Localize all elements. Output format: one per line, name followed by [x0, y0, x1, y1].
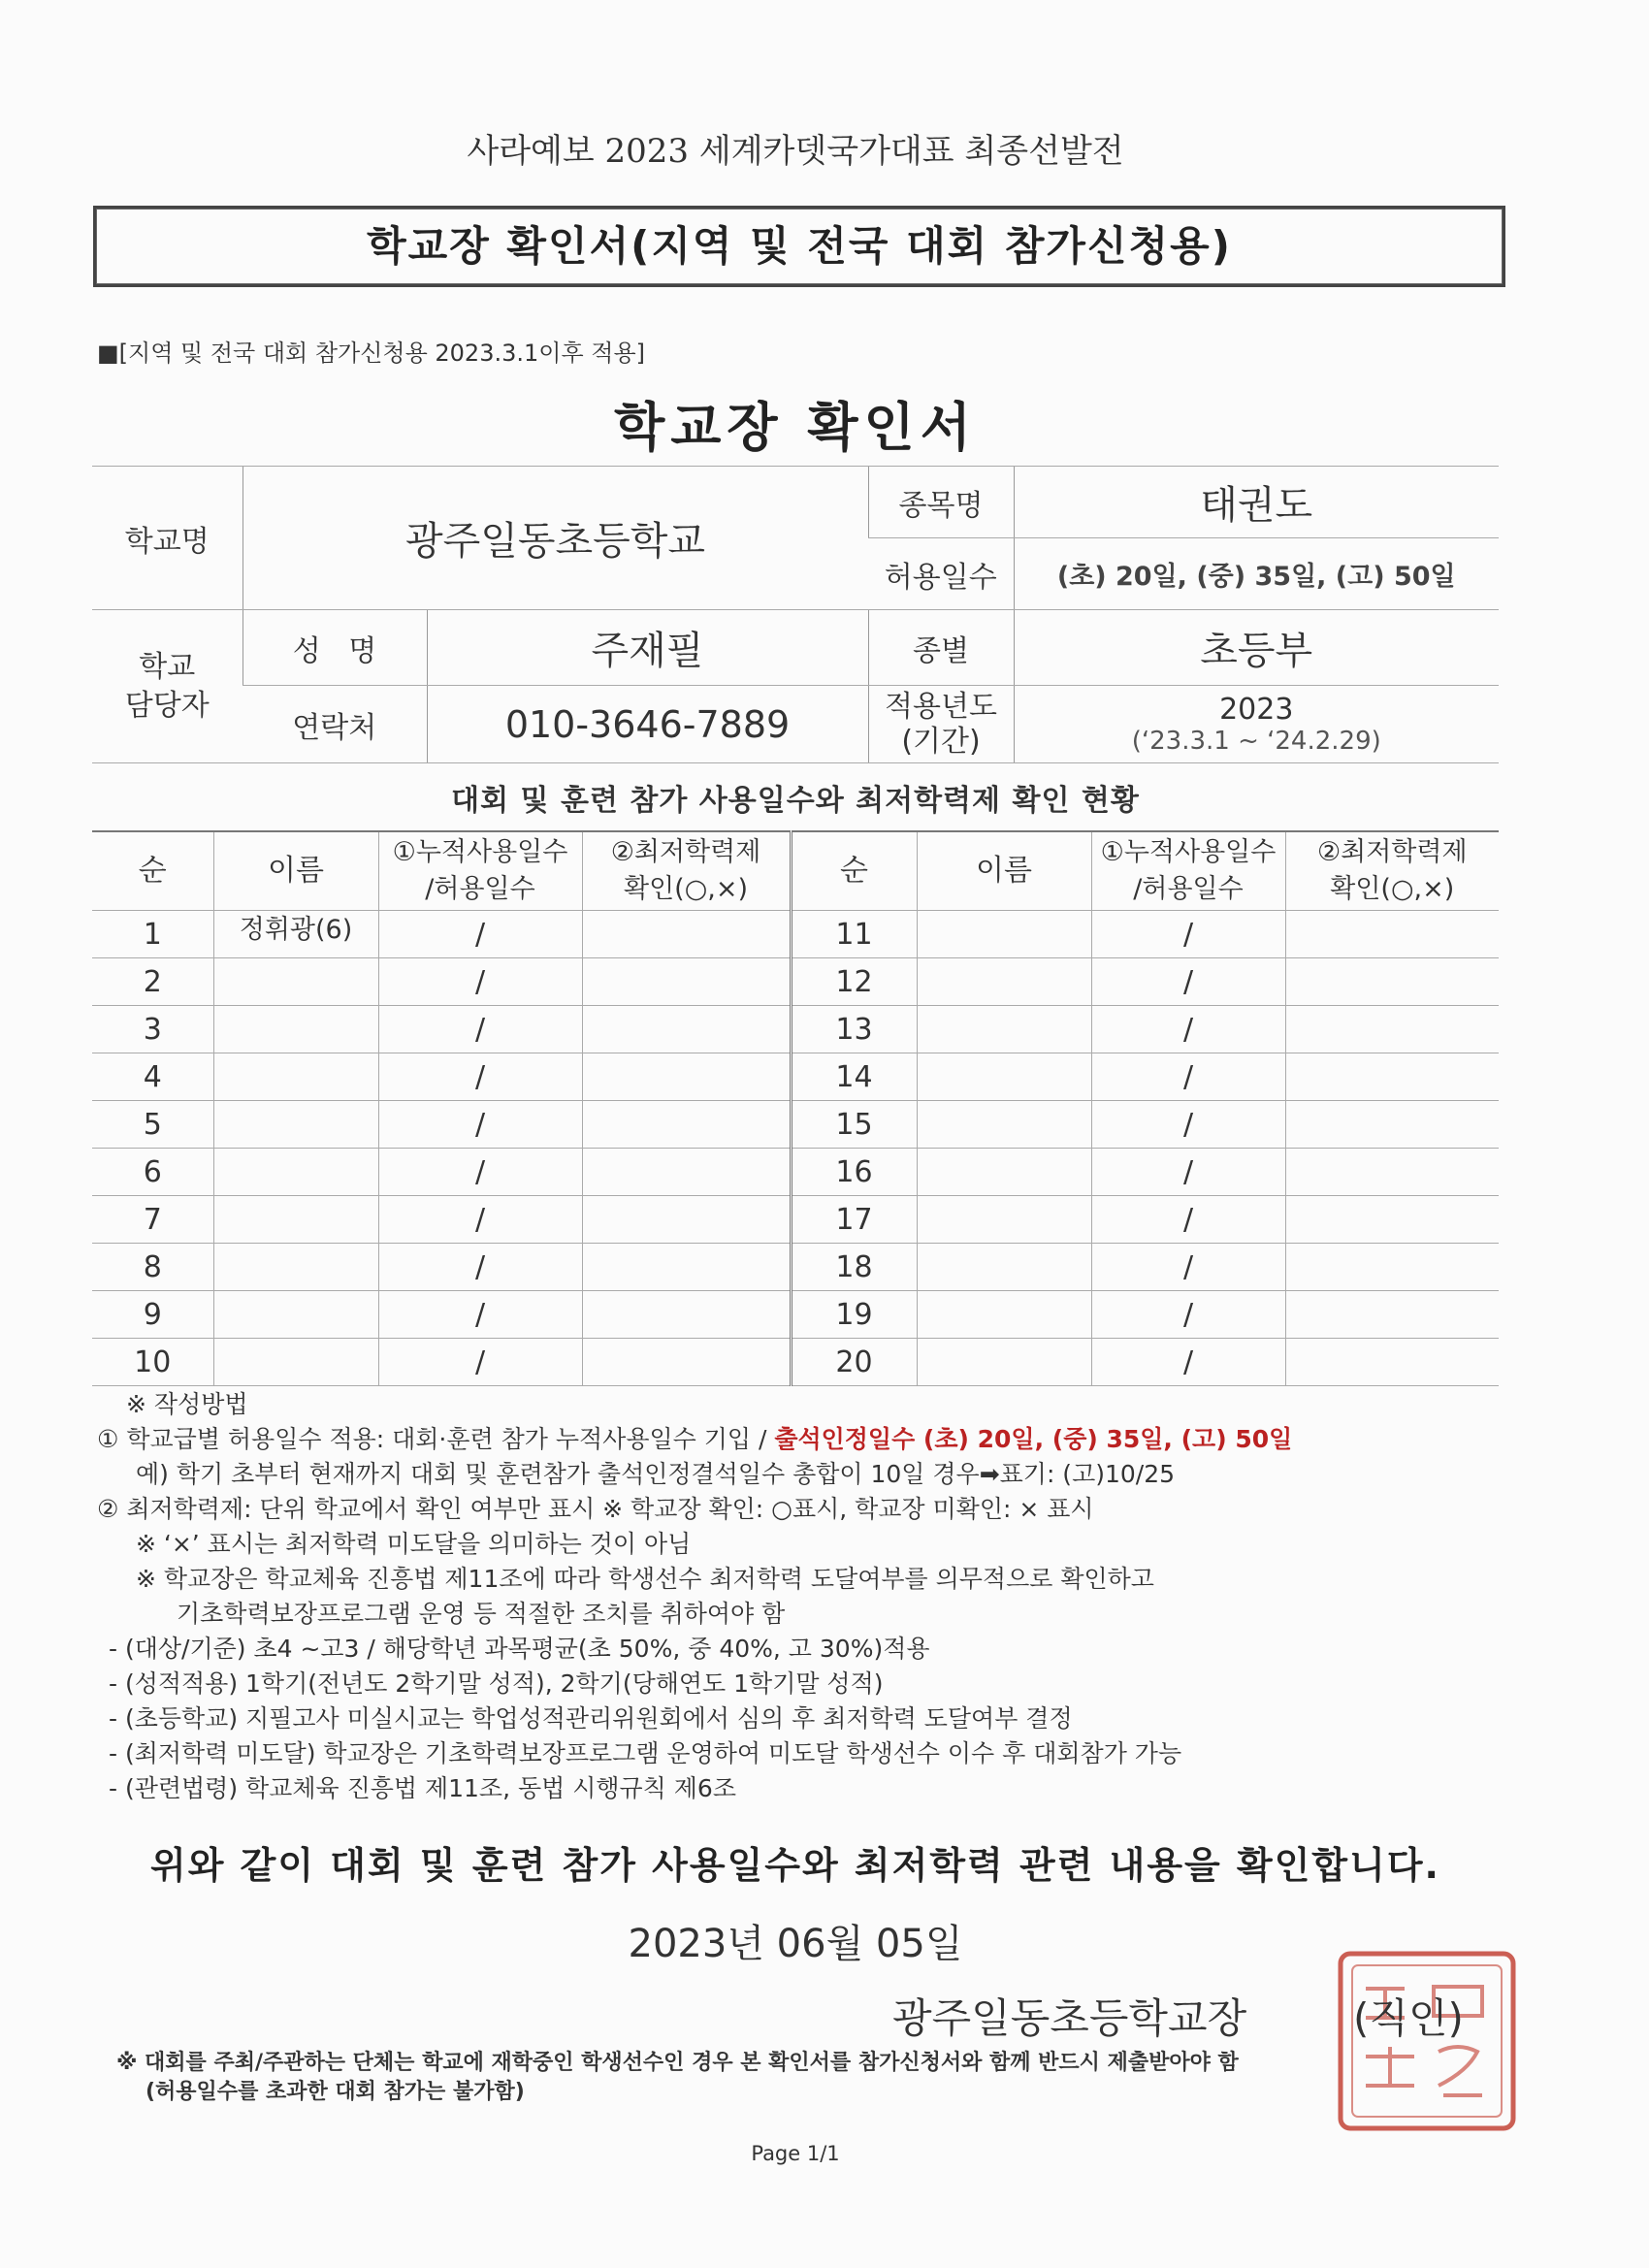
row-number: 2: [92, 958, 213, 1006]
roster-section-title: 대회 및 훈련 참가 사용일수와 최저학력제 확인 현황: [451, 784, 1140, 818]
days-used-cell: /: [1091, 1339, 1285, 1386]
manager-name: 주재필: [427, 610, 868, 686]
submission-footnote-line-2: (허용일수를 초과한 대회 참가는 불가함): [146, 2080, 525, 2104]
athlete-name: [213, 958, 378, 1006]
header-academic-right: ②최저학력제 확인(○,×): [1285, 831, 1499, 911]
days-used-cell: /: [1091, 1149, 1285, 1196]
page-number: Page 1/1: [751, 2142, 840, 2165]
guide-note-1: ※ ‘×’ 표시는 최저학력 미도달을 의미하는 것이 아님: [136, 1530, 692, 1558]
attendance-days-highlight: 출석인정일수 (초) 20일, (중) 35일, (고) 50일: [774, 1425, 1293, 1453]
athlete-name: [917, 958, 1091, 1006]
category-value: 초등부: [1014, 610, 1499, 686]
days-used-cell: /: [1091, 1101, 1285, 1149]
days-used-cell: /: [1091, 1053, 1285, 1101]
guide-detail-3: - (초등학교) 지필고사 미실시교는 학업성적관리위원회에서 심의 후 최저학력 도달여부 결정: [109, 1704, 1073, 1733]
academic-check-cell: [582, 911, 791, 958]
academic-check-cell: [582, 1101, 791, 1149]
table-row: [92, 1006, 1499, 1053]
application-notice: ■[지역 및 전국 대회 참가신청용 2023.3.1이후 적용]: [97, 340, 645, 367]
row-number: 8: [92, 1244, 213, 1291]
academic-check-cell: [582, 1196, 791, 1244]
academic-check-cell: [1285, 1244, 1499, 1291]
academic-check-cell: [1285, 1291, 1499, 1339]
row-number: 9: [92, 1291, 213, 1339]
academic-check-cell: [582, 1291, 791, 1339]
row-number: 6: [92, 1149, 213, 1196]
row-number: 11: [791, 911, 917, 958]
table-row: [92, 1101, 1499, 1149]
period-year: 2023: [1219, 693, 1294, 727]
row-number: 16: [791, 1149, 917, 1196]
athlete-name: [213, 1244, 378, 1291]
academic-check-cell: [1285, 1053, 1499, 1101]
days-used-cell: /: [378, 1196, 582, 1244]
header-days-left: ①누적사용일수 /허용일수: [378, 831, 582, 911]
manager-label: 학교 담당자: [92, 610, 242, 763]
athlete-roster-table: [92, 830, 1499, 1386]
academic-check-cell: [582, 1053, 791, 1101]
days-used-cell: /: [1091, 958, 1285, 1006]
academic-check-cell: [582, 1149, 791, 1196]
academic-check-cell: [1285, 1101, 1499, 1149]
guide-item-1-text: ① 학교급별 허용일수 적용: 대회·훈련 참가 누적사용일수 기입 /: [97, 1425, 775, 1453]
table-row: [92, 911, 1499, 958]
academic-check-cell: [582, 958, 791, 1006]
row-number: 20: [791, 1339, 917, 1386]
days-used-cell: /: [378, 1149, 582, 1196]
table-row: [92, 1196, 1499, 1244]
row-number: 5: [92, 1101, 213, 1149]
period-range: (‘23.3.1 ~ ‘24.2.29): [1131, 727, 1381, 756]
header-no-right: 순: [791, 831, 917, 911]
guide-note-2: ※ 학교장은 학교체육 진흥법 제11조에 따라 학생선수 최저학력 도달여부를 의무적으로 확인하고: [136, 1565, 1154, 1593]
event-value: 태권도: [1014, 467, 1499, 538]
competition-title: 사라예보 2023 세계카뎃국가대표 최종선발전: [467, 132, 1124, 171]
table-row: [92, 1149, 1499, 1196]
academic-check-cell: [1285, 1196, 1499, 1244]
row-number: 18: [791, 1244, 917, 1291]
header-days-right: ①누적사용일수 /허용일수: [1091, 831, 1285, 911]
row-number: 15: [791, 1101, 917, 1149]
guide-detail-4: - (최저학력 미도달) 학교장은 기초학력보장프로그램 운영하여 미도달 학생선수 이수 후 대회참가 가능: [109, 1739, 1182, 1767]
academic-check-cell: [582, 1244, 791, 1291]
table-row: [92, 1291, 1499, 1339]
arrow-icon: ➡: [979, 1460, 1000, 1488]
principal-name: 광주일동초등학교장: [892, 1994, 1247, 2042]
school-info-table: [92, 466, 1499, 763]
athlete-name: [917, 1101, 1091, 1149]
row-number: 19: [791, 1291, 917, 1339]
row-number: 7: [92, 1196, 213, 1244]
athlete-name: [213, 1101, 378, 1149]
submission-footnote-line-1: ※ 대회를 주최/주관하는 단체는 학교에 재학중인 학생선수인 경우 본 확인서를 참가신청서와 함께 반드시 제출받아야 함: [116, 2051, 1239, 2075]
days-used-cell: /: [378, 1101, 582, 1149]
guide-item-2: ② 최저학력제: 단위 학교에서 확인 여부만 표시 ※ 학교장 확인: ○표시, 학교장 미확인: × 표시: [97, 1495, 1094, 1523]
academic-check-cell: [582, 1006, 791, 1053]
athlete-name: [917, 1244, 1091, 1291]
days-used-cell: /: [1091, 1244, 1285, 1291]
days-used-cell: /: [1091, 911, 1285, 958]
submission-footnote: [116, 2049, 1239, 2107]
athlete-name: 정휘광(6): [213, 911, 378, 958]
header-name-left: 이름: [213, 831, 378, 911]
school-label: 학교명: [92, 467, 242, 610]
athlete-name: [213, 1339, 378, 1386]
athlete-name: [917, 1291, 1091, 1339]
header-no-left: 순: [92, 831, 213, 911]
athlete-name: [213, 1053, 378, 1101]
row-number: 14: [791, 1053, 917, 1101]
row-number: 3: [92, 1006, 213, 1053]
guide-example: [97, 1457, 1533, 1492]
period-cell: [1014, 686, 1499, 763]
academic-check-cell: [1285, 1149, 1499, 1196]
guide-detail-1: - (대상/기준) 초4 ~고3 / 해당학년 과목평균(초 50%, 중 40%, 고 30%)적용: [109, 1635, 930, 1663]
issue-date: 2023년 06월 05일: [628, 1922, 963, 1966]
athlete-name: [213, 1149, 378, 1196]
days-used-cell: /: [1091, 1196, 1285, 1244]
athlete-name: [917, 1006, 1091, 1053]
confirmation-statement: 위와 같이 대회 및 훈련 참가 사용일수와 최저학력 관련 내용을 확인합니다.: [150, 1844, 1440, 1887]
category-label: 종별: [868, 610, 1014, 686]
period-label: 적용년도 (기간): [868, 686, 1014, 763]
table-row: [92, 958, 1499, 1006]
days-used-cell: /: [378, 1339, 582, 1386]
guide-detail-5: - (관련법령) 학교체육 진흥법 제11조, 동법 시행규칙 제6조: [109, 1774, 736, 1802]
document-title: 학교장 확인서: [614, 397, 977, 458]
guide-example-mark: 표기: (고)10/25: [999, 1460, 1176, 1488]
athlete-name: [917, 1196, 1091, 1244]
athlete-name: [917, 1053, 1091, 1101]
writing-guide: [97, 1387, 1533, 1806]
days-used-cell: /: [378, 1244, 582, 1291]
roster-body: [92, 911, 1499, 1386]
seal-label: (직인): [1353, 1994, 1464, 2042]
guide-detail-2: - (성적적용) 1학기(전년도 2학기말 성적), 2학기(당해연도 1학기말 성적): [109, 1669, 884, 1698]
days-used-cell: /: [378, 1291, 582, 1339]
guide-example-text: 예) 학기 초부터 현재까지 대회 및 훈련참가 출석인정결석일수 총합이 10일 경우: [136, 1460, 980, 1488]
contact-label: 연락처: [242, 686, 427, 763]
athlete-name: [917, 1149, 1091, 1196]
guide-note-2-cont: 기초학력보장프로그램 운영 등 적절한 조치를 취하여야 함: [177, 1600, 786, 1628]
table-row: [92, 1053, 1499, 1101]
guide-item-1: [97, 1422, 1533, 1457]
athlete-name: [917, 911, 1091, 958]
athlete-name: [213, 1291, 378, 1339]
days-used-cell: /: [1091, 1291, 1285, 1339]
days-used-cell: /: [1091, 1006, 1285, 1053]
athlete-name: [213, 1006, 378, 1053]
table-row: [92, 1244, 1499, 1291]
academic-check-cell: [1285, 1339, 1499, 1386]
header-academic-left: ②최저학력제 확인(○,×): [582, 831, 791, 911]
banner-title: 학교장 확인서(지역 및 전국 대회 참가신청용): [367, 222, 1232, 270]
athlete-name: [917, 1339, 1091, 1386]
header-name-right: 이름: [917, 831, 1091, 911]
academic-check-cell: [1285, 911, 1499, 958]
document-banner: [93, 206, 1505, 287]
table-row: [92, 1339, 1499, 1386]
academic-check-cell: [1285, 958, 1499, 1006]
days-used-cell: /: [378, 1053, 582, 1101]
row-number: 12: [791, 958, 917, 1006]
row-number: 1: [92, 911, 213, 958]
guide-title: ※ 작성방법: [126, 1390, 248, 1418]
days-used-cell: /: [378, 911, 582, 958]
days-used-cell: /: [378, 958, 582, 1006]
allowed-days-value: (초) 20일, (중) 35일, (고) 50일: [1014, 538, 1499, 610]
allowed-days-label: 허용일수: [868, 538, 1014, 610]
academic-check-cell: [1285, 1006, 1499, 1053]
row-number: 10: [92, 1339, 213, 1386]
row-number: 13: [791, 1006, 917, 1053]
school-name: 광주일동초등학교: [242, 467, 868, 610]
athlete-name: [213, 1196, 378, 1244]
contact-value: 010-3646-7889: [427, 686, 868, 763]
row-number: 4: [92, 1053, 213, 1101]
academic-check-cell: [582, 1339, 791, 1386]
manager-name-label: 성 명: [242, 610, 427, 686]
event-label: 종목명: [868, 467, 1014, 538]
days-used-cell: /: [378, 1006, 582, 1053]
row-number: 17: [791, 1196, 917, 1244]
